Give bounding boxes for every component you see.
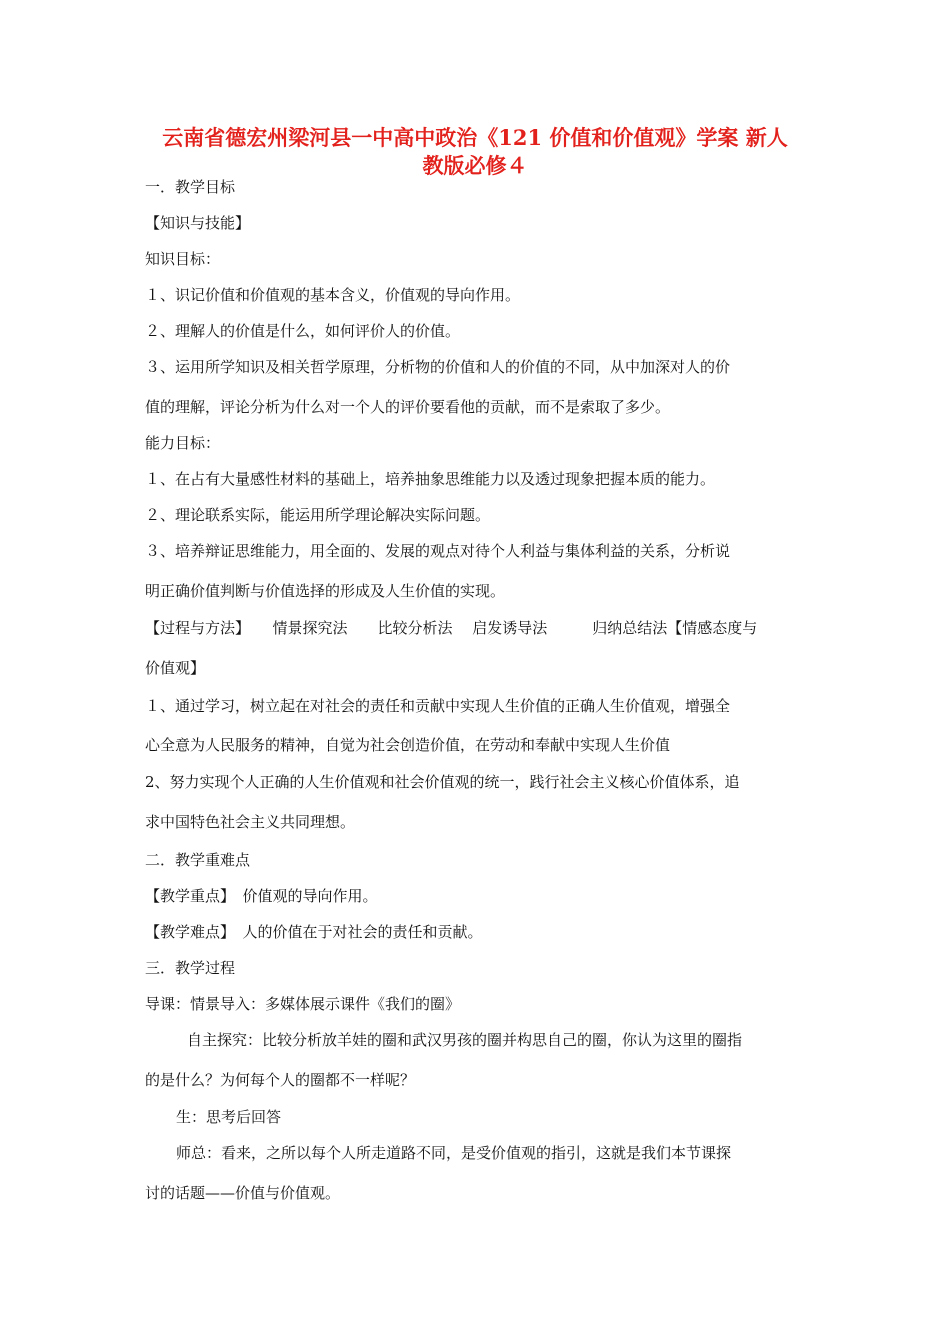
- paragraph-line: ２、理论联系实际，能运用所学理论解决实际问题。: [145, 506, 491, 524]
- paragraph-line: 讨的话题——价值与价值观。: [145, 1184, 341, 1202]
- subheading-knowledge-goals: 知识目标：: [145, 250, 221, 268]
- paragraph-line: １、识记价值和价值观的基本含义，价值观的导向作用。: [145, 286, 521, 304]
- paragraph-line: 价值观】: [145, 659, 206, 677]
- paragraph-line: ３、运用所学知识及相关哲学原理，分析物的价值和人的价值的不同，从中加深对人的价: [145, 358, 731, 376]
- paragraph-line: 师总：看来，之所以每个人所走道路不同，是受价值观的指引，这就是我们本节课探: [176, 1144, 732, 1162]
- paragraph-line: 自主探究：比较分析放羊娃的圈和武汉男孩的圈并构思自己的圈，你认为这里的圈指: [187, 1031, 743, 1049]
- paragraph-line: 生：思考后回答: [176, 1108, 282, 1126]
- paragraph-line: 导课：情景导入：多媒体展示课件《我们的圈》: [145, 995, 461, 1013]
- paragraph-line: 【教学难点】 人的价值在于对社会的责任和贡献。: [145, 923, 483, 941]
- paragraph-line: １、通过学习，树立起在对社会的责任和贡献中实现人生价值的正确人生价值观，增强全: [145, 697, 731, 715]
- paragraph-line: 值的理解，评论分析为什么对一个人的评价要看他的贡献，而不是索取了多少。: [145, 398, 671, 416]
- paragraph-line: 心全意为人民服务的精神，自觉为社会创造价值，在劳动和奉献中实现人生价值: [145, 736, 671, 754]
- section-heading-key-points: 二．教学重难点: [145, 851, 251, 869]
- subheading-knowledge-skills: 【知识与技能】: [145, 214, 251, 232]
- paragraph-line: ２、理解人的价值是什么，如何评价人的价值。: [145, 322, 461, 340]
- paragraph-line: 明正确价值判断与价值选择的形成及人生价值的实现。: [145, 582, 506, 600]
- paragraph-line: ３、培养辩证思维能力，用全面的、发展的观点对待个人利益与集体利益的关系，分析说: [145, 542, 731, 560]
- paragraph-line: 【教学重点】 价值观的导向作用。: [145, 887, 378, 905]
- paragraph-line: 求中国特色社会主义共同理想。: [145, 813, 356, 831]
- document-title-line-2: 教版必修４: [422, 153, 528, 178]
- document-title-line-1: 云南省德宏州梁河县一中高中政治《121 价值和价值观》学案 新人: [162, 125, 788, 150]
- subheading-ability-goals: 能力目标：: [145, 434, 221, 452]
- paragraph-line: 【过程与方法】 情景探究法 比较分析法 启发诱导法 归纳总结法【情感态度与: [145, 619, 758, 637]
- paragraph-line: 的是什么？为何每个人的圈都不一样呢？: [145, 1071, 416, 1089]
- section-heading-objectives: 一．教学目标: [145, 178, 236, 196]
- paragraph-line: １、在占有大量感性材料的基础上，培养抽象思维能力以及透过现象把握本质的能力。: [145, 470, 716, 488]
- section-heading-process: 三．教学过程: [145, 959, 236, 977]
- paragraph-line: 2、努力实现个人正确的人生价值观和社会价值观的统一，践行社会主义核心价值体系，追: [145, 773, 740, 791]
